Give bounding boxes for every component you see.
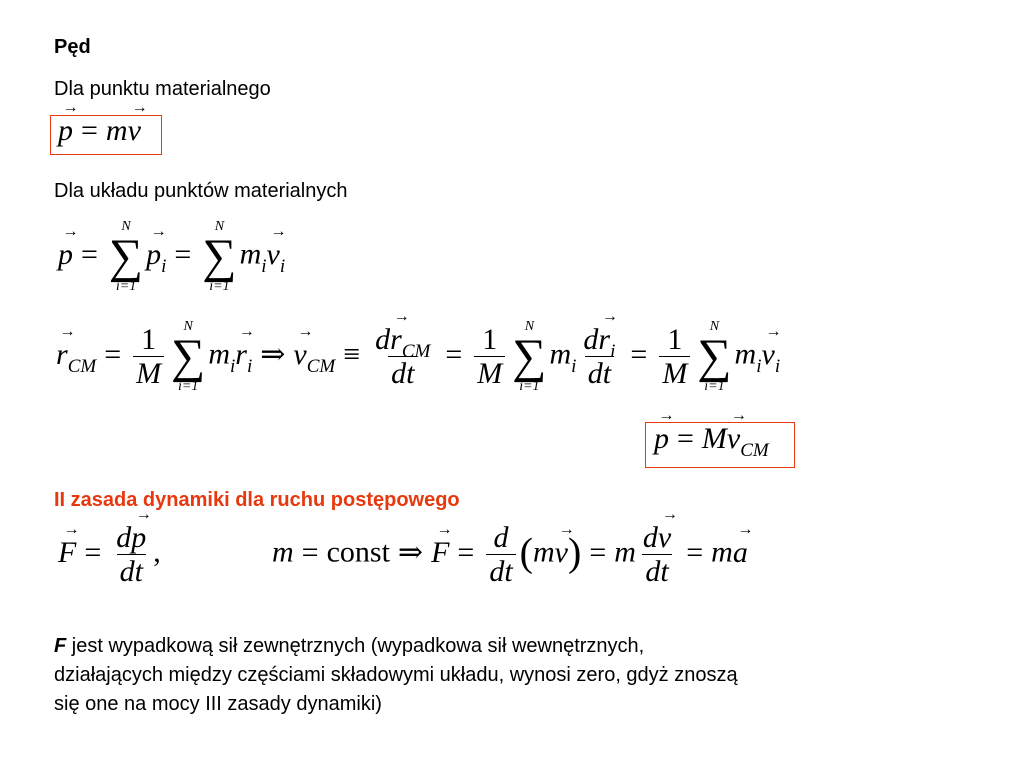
- sigma-symbol: ∑: [697, 330, 732, 383]
- p-symbol: p →: [58, 114, 73, 148]
- denominator: M: [474, 356, 505, 390]
- cm-subscript: CM: [67, 355, 97, 377]
- formula-total-momentum: [654, 422, 769, 461]
- numerator: d: [493, 521, 509, 554]
- equals-sign: =: [84, 535, 102, 569]
- formula-system-momentum: [58, 220, 285, 294]
- m-symbol: m: [105, 114, 128, 147]
- m-symbol: m: [614, 535, 636, 569]
- v-symbol: v →: [267, 238, 280, 272]
- index-i: i: [610, 341, 616, 363]
- equals-sign: =: [457, 535, 475, 569]
- sum-lower-limit: i=1: [209, 278, 230, 294]
- v-symbol: v →: [658, 522, 671, 554]
- v-symbol: v →: [555, 536, 568, 570]
- denominator: dt: [585, 356, 614, 390]
- sum-operator: [171, 320, 205, 394]
- formula-newton-second-law: [58, 522, 161, 588]
- sum-upper-limit: N: [214, 219, 225, 234]
- sum-lower-limit: i=1: [178, 378, 199, 394]
- sum-operator: [109, 220, 143, 294]
- equals-sign: =: [445, 337, 463, 371]
- comma: ,: [153, 535, 161, 569]
- m-symbol: m: [734, 337, 757, 371]
- sum-lower-limit: i=1: [115, 278, 137, 294]
- r-symbol: r →: [235, 338, 247, 372]
- v-symbol: v →: [727, 422, 740, 456]
- equals-sign: =: [81, 237, 98, 271]
- d-symbol: d: [583, 323, 599, 357]
- p-symbol: p →: [131, 522, 146, 554]
- a-symbol: a →: [733, 536, 748, 570]
- index-i: i: [571, 355, 577, 377]
- sum-upper-limit: N: [524, 319, 535, 334]
- sum-upper-limit: N: [183, 319, 193, 334]
- fraction-one-over-M: [659, 324, 690, 390]
- point-label: Dla punktu materialnego: [54, 78, 271, 100]
- fraction-d-dt: [486, 522, 515, 588]
- index-i: i: [230, 355, 236, 377]
- denominator: dt: [117, 554, 146, 588]
- m-symbol: m: [239, 237, 262, 271]
- right-paren: ): [567, 529, 582, 575]
- v-symbol: v →: [761, 338, 774, 372]
- d-symbol: d: [375, 323, 391, 357]
- r-symbol: r →: [390, 324, 402, 356]
- denominator: M: [133, 356, 164, 390]
- sigma-symbol: ∑: [202, 230, 237, 283]
- formula-center-of-mass: [56, 320, 780, 394]
- equals-sign: =: [630, 337, 648, 371]
- equals-sign: =: [677, 422, 694, 455]
- fraction-dp-dt: [113, 522, 149, 588]
- index-i: i: [261, 255, 267, 277]
- r-symbol: r →: [598, 324, 610, 356]
- index-i: i: [161, 255, 167, 277]
- cm-subscript: CM: [740, 440, 769, 461]
- fraction-one-over-M: [133, 324, 164, 390]
- const-text: const: [326, 535, 390, 569]
- system-label: Dla układu punktów materialnych: [54, 180, 348, 202]
- formula-constant-mass: [272, 522, 748, 588]
- cm-subscript: CM: [401, 341, 431, 363]
- d-symbol: d: [642, 521, 658, 554]
- note-line-3: się one na mocy III zasady dynamiki): [54, 693, 382, 715]
- sum-operator: [202, 220, 236, 294]
- numerator: 1: [141, 323, 157, 357]
- equals-sign: =: [301, 535, 319, 569]
- sigma-symbol: ∑: [171, 330, 206, 383]
- equals-sign: =: [174, 237, 192, 271]
- sigma-symbol: ∑: [512, 330, 547, 383]
- sum-operator: [512, 320, 546, 394]
- note-line-2: działających między częściami składowymi układu, wynosi zero, gdyż znoszą: [54, 664, 738, 686]
- m-symbol: m: [549, 337, 572, 371]
- note-line-1: [54, 632, 738, 661]
- fraction-drcm-dt: [372, 324, 433, 390]
- force-symbol: F: [54, 635, 67, 657]
- denominator: M: [659, 356, 690, 390]
- sum-lower-limit: i=1: [519, 378, 540, 394]
- equals-sign: =: [589, 535, 607, 569]
- equivalence-sign: ≡: [343, 337, 361, 371]
- denominator: dt: [486, 554, 515, 588]
- fraction-one-over-M: [474, 324, 505, 390]
- sum-operator: [697, 320, 731, 394]
- implies-arrow: ⇒: [260, 337, 286, 371]
- left-paren: (: [519, 529, 533, 575]
- r-symbol: r →: [56, 338, 68, 372]
- m-symbol: m: [532, 535, 555, 569]
- p-symbol: p →: [146, 238, 161, 272]
- m-symbol: m: [208, 337, 230, 371]
- m-symbol: m: [711, 535, 733, 569]
- F-symbol: F →: [431, 536, 449, 570]
- equals-sign: =: [81, 114, 98, 147]
- denominator: dt: [642, 554, 671, 588]
- numerator: 1: [482, 323, 498, 357]
- sum-lower-limit: i=1: [704, 378, 725, 394]
- equals-sign: =: [104, 337, 122, 371]
- M-symbol: M: [701, 422, 727, 455]
- fraction-dri-dt: [580, 324, 618, 390]
- section-heading-newton: II zasada dynamiki dla ruchu postępowego: [54, 489, 460, 511]
- note-paragraph: [54, 632, 738, 719]
- m-symbol: m: [272, 535, 294, 569]
- p-symbol: p →: [58, 238, 73, 272]
- index-i: i: [279, 255, 286, 277]
- index-i: i: [774, 355, 781, 377]
- numerator: 1: [667, 323, 683, 357]
- implies-arrow: ⇒: [397, 535, 424, 569]
- p-symbol: p →: [654, 422, 669, 456]
- note-line-1-text: jest wypadkową sił zewnętrznych (wypadkowa sił wewnętrznych,: [66, 635, 645, 657]
- index-i: i: [246, 355, 253, 377]
- denominator: dt: [388, 356, 417, 390]
- fraction-dv-dt: [640, 522, 674, 588]
- F-symbol: F →: [58, 536, 76, 570]
- index-i: i: [756, 355, 762, 377]
- equals-sign: =: [686, 535, 704, 569]
- formula-momentum: [58, 114, 141, 148]
- d-symbol: d: [116, 521, 132, 554]
- page-title: Pęd: [54, 36, 91, 58]
- v-symbol: v →: [293, 338, 306, 372]
- cm-subscript: CM: [306, 355, 336, 377]
- sum-upper-limit: N: [121, 219, 131, 234]
- sigma-symbol: ∑: [108, 230, 144, 283]
- sum-upper-limit: N: [709, 319, 720, 334]
- v-symbol: v →: [128, 114, 141, 148]
